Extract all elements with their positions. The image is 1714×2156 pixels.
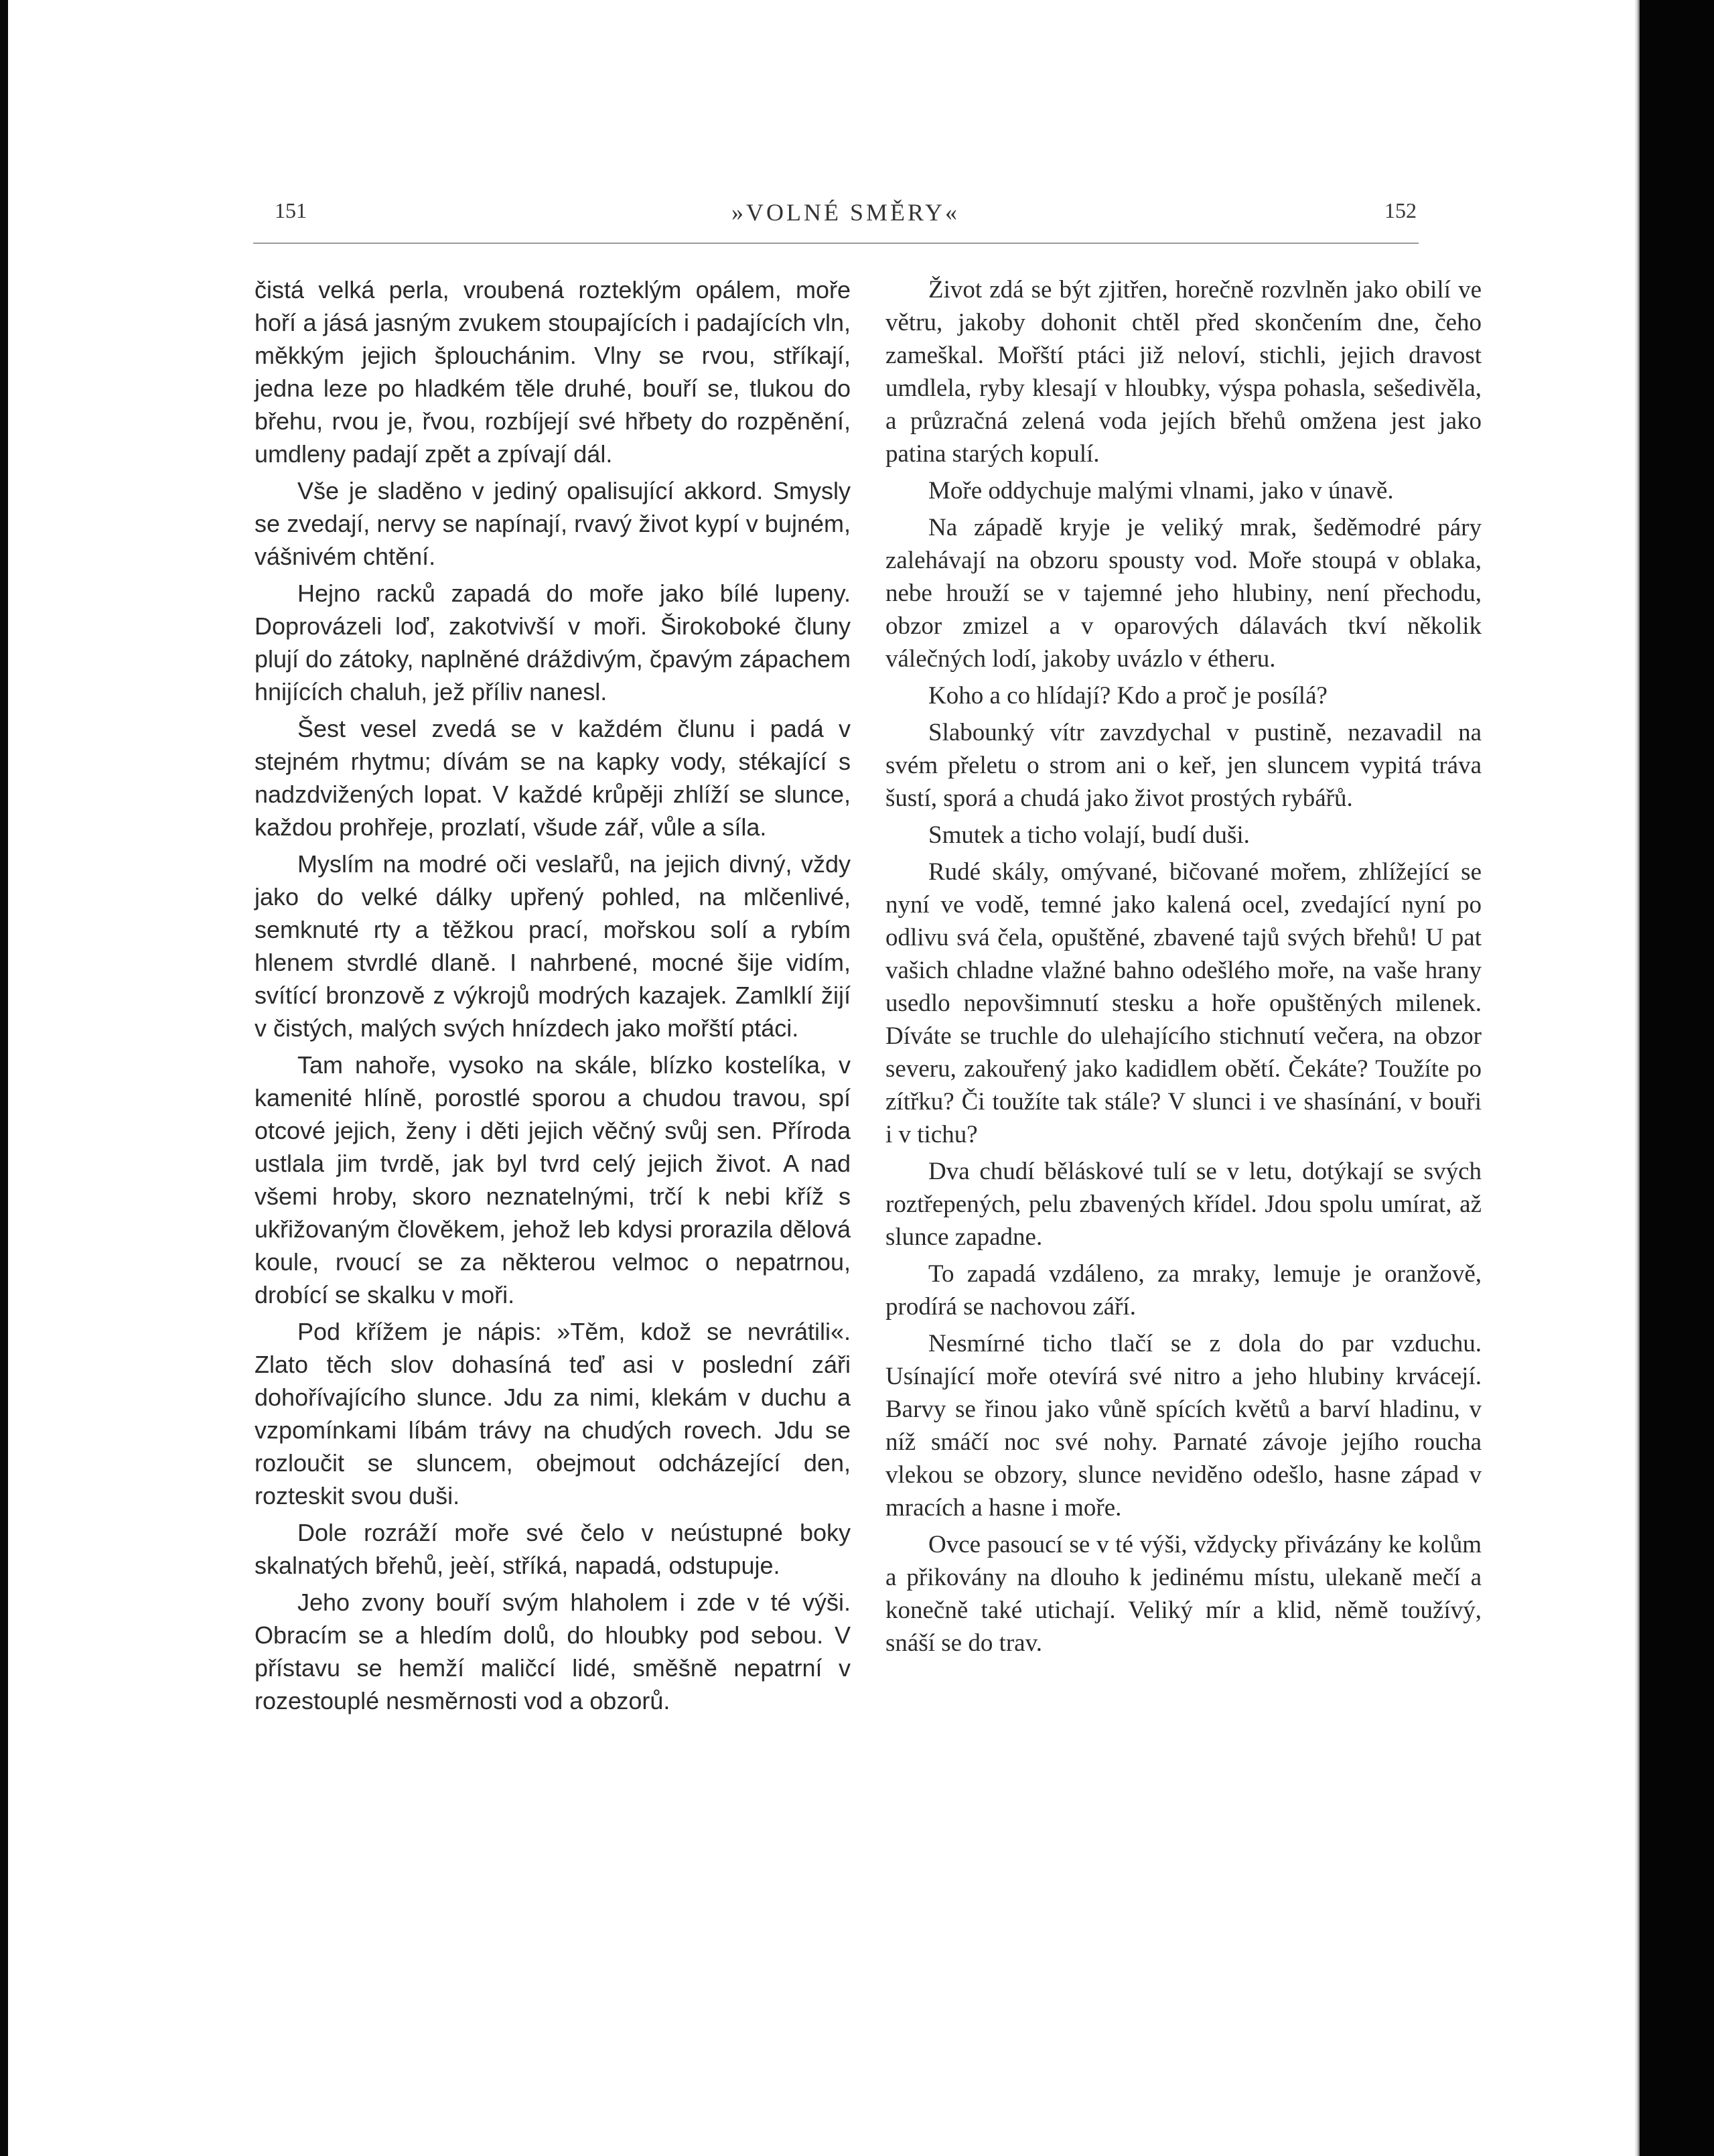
paragraph: Ovce pasoucí se v té výši, vždycky přivázány ke kolům a přikovány na dlouho k jedinému místu, ulekaně mečí a konečně také utichají. Veliký mír a klid, němě toužívý, snáší se do trav. — [885, 1531, 1482, 1657]
scan-frame-right — [1640, 0, 1714, 2156]
paragraph: Tam nahoře, vysoko na skále, blízko kostelíka, v kamenité hlíně, porostlé sporou a chudou travou, spí otcové jejich, ženy i děti jejich věčný svůj sen. Příroda ustlala jim tvrdě, jak byl tvrd celý jejich život. A nad všemi hroby, skoro neznatelnými, trčí k nebi kříž s ukřižovaným člověkem, jehož leb kdysi prorazila dělová koule, rvoucí se za některou velmoc o nepatrnou, drobící se skalku v moři. — [255, 1051, 851, 1308]
paragraph: Rudé skály, omývané, bičované mořem, zhlížející se nyní ve vodě, temné jako kalená ocel, zvedající nyní po odlivu svá čela, opuštěné, zbavené tajů svých břehů! U pat vašich chladne vlažné bahno odešlého moře, na vaše hrany usedlo nepovšimnutí stesku a hoře opuštěných milenek. Díváte se truchle do ulehajícího stichnutí večera, na obzor severu, zakouřený jako kadidlem obětí. Čekáte? Toužíte po zítřku? Či toužíte tak stále? V slunci i ve shasínání, v bouři i v tichu? — [885, 858, 1482, 1148]
header-rule — [253, 243, 1419, 244]
left-column — [255, 273, 851, 1721]
paragraph: Myslím na modré oči veslařů, na jejich divný, vždy jako do velké dálky upřený pohled, na mlčenlivé, semknuté rty a těžkou prací, mořskou solí a rybím hlenem stvrdlé dlaně. I nahrbené, mocné šije vidím, svítící bronzově z výkrojů modrých kazajek. Zamlklí žijí v čistých, malých svých hnízdech jako mořští ptáci. — [255, 850, 851, 1042]
page-number-left: 151 — [275, 198, 307, 222]
scan-frame-left — [0, 0, 8, 2156]
page-number-right: 152 — [1384, 198, 1417, 222]
paragraph: Hejno racků zapadá do moře jako bílé lupeny. Doprovázeli loď, zakotvivší v moři. Širokoboké čluny plují do zátoky, naplněné dráždivým, čpavým zápachem hnijících chaluh, jež příliv nanesl. — [255, 580, 851, 705]
paragraph: čistá velká perla, vroubená rozteklým opálem, moře hoří a jásá jasným zvukem stoupajících i padajících vln, měkkým jejich šplouchánim. Vlny se rvou, stříkají, jedna leze po hladkém těle druhé, bouří se, tlukou do břehu, rvou je, řvou, rozbíjejí své hřbety do rozpěnění, umdleny padají zpět a zpívají dál. — [255, 276, 851, 468]
journal-title: »VOLNÉ SMĚRY« — [731, 199, 960, 226]
paragraph: Moře oddychuje malými vlnami, jako v únavě. — [928, 477, 1394, 504]
paragraph: Nesmírné ticho tlačí se z dola do par vzduchu. Usínající moře otevírá své nitro a jeho hlubiny krvácejí. Barvy se řinou jako vůně spících květů a barví hladinu, v níž smáčí noc své nohy. Parnaté závoje jejího roucha vlekou se obzory, slunce neviděno odešlo, hasne západ v mracích a hasne i moře. — [885, 1330, 1482, 1522]
paragraph: Slabounký vítr zavzdychal v pustině, nezavadil na svém přeletu o strom ani o keř, jen sluncem vypitá tráva šustí, sporá a chudá jako život prostých rybářů. — [885, 719, 1482, 812]
paragraph: Pod křížem je nápis: »Těm, kdož se nevrátili«. Zlato těch slov dohasíná teď asi v poslední záři dohořívajícího slunce. Jdu za nimi, klekám v duchu a vzpomínkami líbám trávy na chudých rovech. Jdu se rozloučit se sluncem, obejmout odcházející den, rozteskit svou duši. — [255, 1318, 851, 1509]
paragraph: Dva chudí běláskové tulí se v letu, dotýkají se svých roztřepených, pelu zbavených křídel. Jdou spolu umírat, až slunce zapadne. — [885, 1158, 1482, 1251]
paragraph: Dole rozráží moře své čelo v neústupné boky skalnatých břehů, jeèí, stříká, napadá, odstupuje. — [255, 1519, 851, 1579]
paragraph: Šest vesel zvedá se v každém člunu i padá v stejném rhytmu; dívám se na kapky vody, stékající s nadzdvižených lopat. V každé krůpěji zhlíží se slunce, každou prohřeje, prozlatí, všude zář, vůle a síla. — [255, 715, 851, 841]
paragraph: Jeho zvony bouří svým hlaholem i zde v té výši. Obracím se a hledím dolů, do hloubky pod sebou. V přístavu se hemží maličcí lidé, směšně nepatrní v rozestouplé nesměrnosti vod a obzorů. — [255, 1589, 851, 1714]
paragraph: Koho a co hlídají? Kdo a proč je posílá? — [928, 682, 1328, 710]
paragraph: Život zdá se být zjitřen, horečně rozvlněn jako obilí ve větru, jakoby dohonit chtěl před skončením dne, čeho zameškal. Mořští ptáci již neloví, stichli, jejich dravost umdlela, ryby klesají v hloubky, výspa pohasla, sešedivěla, a průzračná zelená voda jejích břehů omžena jest jako patina starých kopulí. — [885, 276, 1482, 468]
right-column — [885, 273, 1482, 1664]
paragraph: To zapadá vzdáleno, za mraky, lemuje je oranžově, prodírá se nachovou září. — [885, 1260, 1482, 1321]
paragraph: Smutek a ticho volají, budí duši. — [928, 821, 1250, 849]
paragraph: Vše je sladěno v jediný opalisující akkord. Smysly se zvedají, nervy se napínají, rvavý život kypí v bujném, vášnivém chtění. — [255, 477, 851, 570]
running-header — [275, 198, 1417, 232]
paragraph: Na západě kryje je veliký mrak, šeděmodré páry zalehávají na obzoru spousty vod. Moře stoupá v oblaka, nebe hrouží se v tajemné jeho hlubiny, není přechodu, obzor zmizel a v oparových dálavách tkví několik válečných lodí, jakoby uvázlo v étheru. — [885, 514, 1482, 673]
